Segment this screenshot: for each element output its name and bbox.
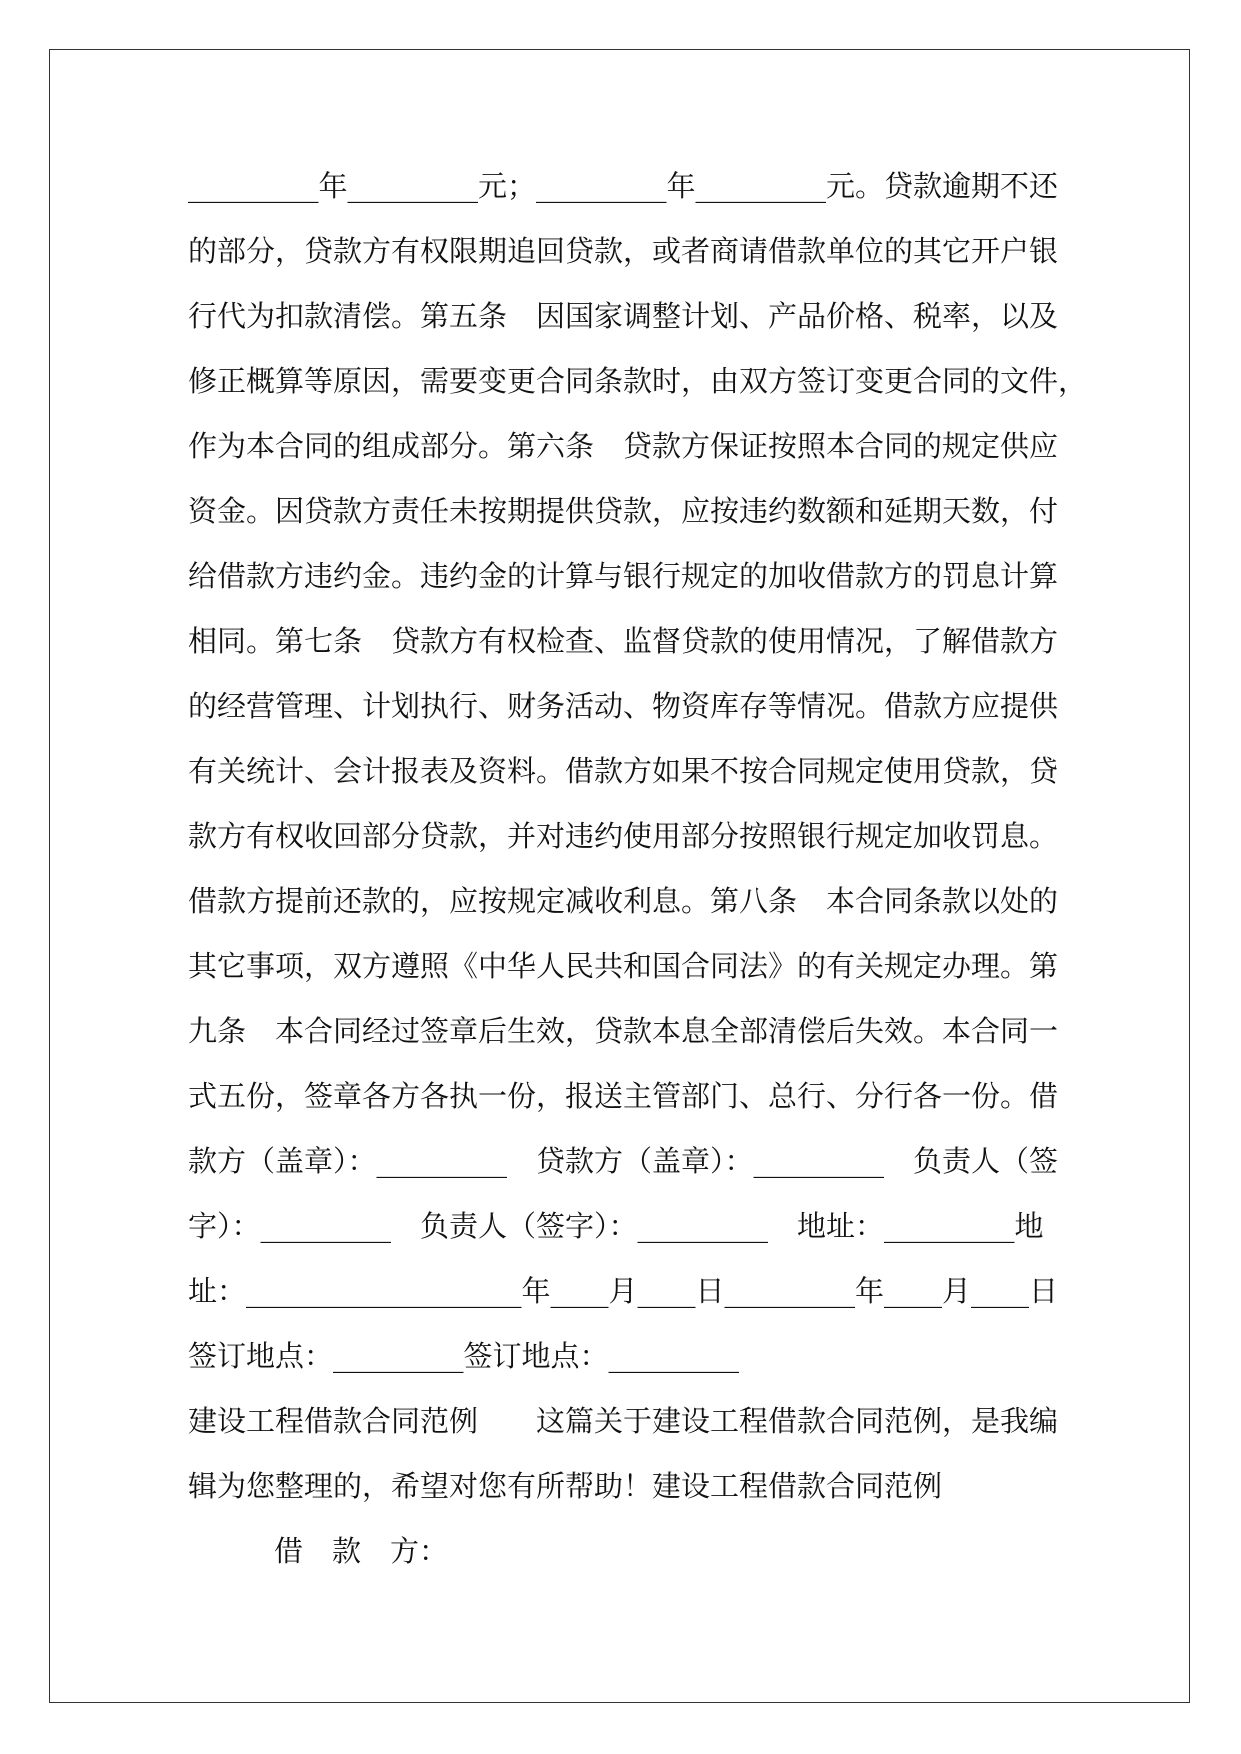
signature-line: 款方（盖章）：_________ 贷款方（盖章）：_________ 负责人（签 — [188, 1144, 1059, 1178]
text-line: 资金。因贷款方责任未按期提供贷款，应按违约数额和延期天数，付 — [188, 494, 1059, 528]
date-line: 址：___________________年____月____日_________年____月____日 — [188, 1274, 1059, 1308]
text-line: 有关统计、会计报表及资料。借款方如果不按合同规定使用贷款，贷 — [188, 754, 1059, 788]
text-line: 的经营管理、计划执行、财务活动、物资库存等情况。借款方应提供 — [188, 689, 1059, 723]
text-line: 给借款方违约金。违约金的计算与银行规定的加收借款方的罚息计算 — [188, 559, 1059, 593]
document-body — [188, 154, 1088, 1584]
text-line: 建设工程借款合同范例 这篇关于建设工程借款合同范例，是我编 — [188, 1404, 1059, 1438]
text-line: 辑为您整理的，希望对您有所帮助！建设工程借款合同范例 — [188, 1469, 943, 1503]
text-line: _________年_________元；_________年_________元。贷款逾期不还 — [188, 169, 1059, 203]
text-line: 的部分，贷款方有权限期追回贷款，或者商请借款单位的其它开户银 — [188, 234, 1059, 268]
text-line: 修正概算等原因，需要变更合同条款时，由双方签订变更合同的文件， — [188, 364, 1088, 398]
text-line: 行代为扣款清偿。第五条 因国家调整计划、产品价格、税率，以及 — [188, 299, 1059, 333]
signing-place-line: 签订地点：_________签订地点：_________ — [188, 1339, 740, 1373]
signature-line: 字）：_________ 负责人（签字）：_________ 地址：_________地 — [188, 1209, 1044, 1243]
text-line: 其它事项，双方遵照《中华人民共和国合同法》的有关规定办理。第 — [188, 949, 1059, 983]
text-line: 作为本合同的组成部分。第六条 贷款方保证按照本合同的规定供应 — [188, 429, 1059, 463]
text-line: 款方有权收回部分贷款，并对违约使用部分按照银行规定加收罚息。 — [188, 819, 1059, 853]
text-line: 相同。第七条 贷款方有权检查、监督贷款的使用情况，了解借款方 — [188, 624, 1059, 658]
text-line: 借款方提前还款的，应按规定减收利息。第八条 本合同条款以处的 — [188, 884, 1059, 918]
text-line: 式五份，签章各方各执一份，报送主管部门、总行、分行各一份。借 — [188, 1079, 1059, 1113]
borrower-label: 借 款 方： — [274, 1534, 449, 1568]
text-line: 九条 本合同经过签章后生效，贷款本息全部清偿后失效。本合同一 — [188, 1014, 1059, 1048]
